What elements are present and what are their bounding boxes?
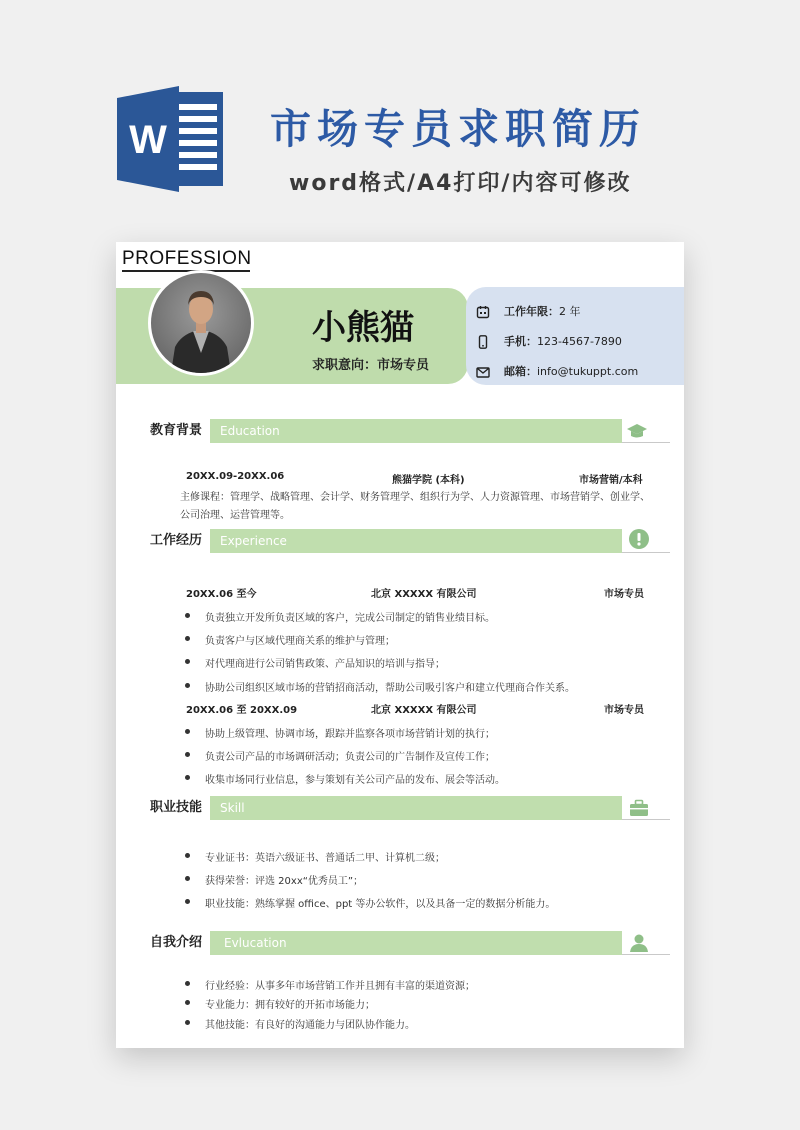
phone-label: 手机： bbox=[504, 335, 537, 348]
word-logo-letter: W bbox=[129, 118, 167, 162]
phone-icon bbox=[476, 335, 490, 349]
education-en: Education bbox=[220, 424, 280, 438]
job2-position: 市场专员 bbox=[604, 705, 644, 716]
banner bbox=[0, 0, 800, 240]
profession-label: PROFESSION bbox=[122, 248, 252, 269]
contact-years bbox=[476, 303, 681, 319]
work-rule bbox=[622, 552, 670, 553]
job2-period: 20XX.06 至 20XX.09 bbox=[186, 705, 298, 716]
education-bar bbox=[142, 419, 622, 443]
banner-subtitle: word格式/A4打印/内容可修改 bbox=[289, 171, 632, 196]
job2-company: 北京 XXXXX 有限公司 bbox=[371, 705, 477, 716]
job1-position: 市场专员 bbox=[604, 589, 644, 600]
skill-rule bbox=[622, 819, 670, 820]
person-silhouette-icon bbox=[151, 273, 251, 373]
calendar-icon bbox=[476, 305, 490, 319]
work-title: 工作经历 bbox=[142, 529, 210, 553]
self-title: 自我介绍 bbox=[142, 931, 210, 955]
job-intent: 求职意向：市场专员 bbox=[312, 358, 430, 373]
skill-bar bbox=[142, 796, 622, 820]
years-label: 工作年限： bbox=[504, 305, 559, 318]
user-icon bbox=[628, 932, 650, 954]
job2-item: 负责公司产品的市场调研活动；负责公司的广告制作及宣传工作； bbox=[205, 748, 495, 763]
self-item: 其他技能：有良好的沟通能力与团队协作能力。 bbox=[205, 1016, 415, 1031]
skill-item: 专业证书：英语六级证书、普通话二甲、计算机二级； bbox=[205, 849, 445, 864]
skill-item: 获得荣誉：评选 20xx“优秀员工”； bbox=[205, 872, 363, 887]
briefcase-icon bbox=[628, 797, 650, 819]
job1-company: 北京 XXXXX 有限公司 bbox=[371, 589, 477, 600]
skill-title: 职业技能 bbox=[142, 796, 210, 820]
job2-item: 协助上级管理、协调市场，跟踪并监察各项市场营销计划的执行； bbox=[205, 725, 495, 740]
job1-item: 对代理商进行公司销售政策、产品知识的培训与指导； bbox=[205, 655, 445, 670]
graduation-cap-icon bbox=[626, 420, 648, 442]
edu-period: 20XX.09-20XX.06 bbox=[186, 471, 285, 482]
edu-courses-line2: 公司治理、运营管理等。 bbox=[180, 510, 290, 521]
email-value: info@tukuppt.com bbox=[537, 365, 639, 378]
contact-phone bbox=[476, 333, 681, 349]
edu-school: 熊猫学院 (本科) bbox=[392, 475, 465, 486]
profile-photo bbox=[148, 270, 254, 376]
job1-item: 负责客户与区域代理商关系的维护与管理； bbox=[205, 632, 395, 647]
job1-period: 20XX.06 至今 bbox=[186, 589, 257, 600]
resume-page bbox=[116, 242, 684, 1048]
contact-email bbox=[476, 363, 681, 379]
banner-title: 市场专员求职简历 bbox=[270, 105, 646, 153]
job1-item: 协助公司组织区域市场的营销招商活动，帮助公司吸引客户和建立代理商合作关系。 bbox=[205, 679, 575, 694]
email-label: 邮箱： bbox=[504, 365, 537, 378]
candidate-name: 小熊猫 bbox=[312, 308, 414, 348]
envelope-icon bbox=[476, 365, 490, 379]
self-item: 专业能力：拥有较好的开拓市场能力； bbox=[205, 996, 375, 1011]
work-en: Experience bbox=[220, 534, 287, 548]
job2-item: 收集市场同行业信息，参与策划有关公司产品的发布、展会等活动。 bbox=[205, 771, 505, 786]
skill-en: Skill bbox=[220, 801, 245, 815]
word-icon bbox=[117, 86, 223, 192]
skill-item: 职业技能：熟练掌握 office、ppt 等办公软件，以及具备一定的数据分析能力。 bbox=[205, 895, 555, 910]
work-bar bbox=[142, 529, 622, 553]
self-item: 行业经验：从事多年市场营销工作并且拥有丰富的渠道资源； bbox=[205, 977, 475, 992]
self-rule bbox=[622, 954, 670, 955]
education-rule bbox=[622, 442, 670, 443]
years-value: 2 年 bbox=[559, 305, 581, 318]
edu-major: 市场营销/本科 bbox=[579, 475, 643, 486]
self-bar bbox=[142, 931, 622, 955]
education-title: 教育背景 bbox=[142, 419, 210, 443]
phone-value: 123-4567-7890 bbox=[537, 335, 622, 348]
edu-courses-line1: 主修课程：管理学、战略管理、会计学、财务管理学、组织行为学、人力资源管理、市场营销学、创业学、 bbox=[180, 492, 650, 503]
self-en: Evlucation bbox=[224, 936, 287, 950]
job1-item: 负责独立开发所负责区域的客户，完成公司制定的销售业绩目标。 bbox=[205, 609, 495, 624]
info-icon bbox=[628, 528, 650, 550]
